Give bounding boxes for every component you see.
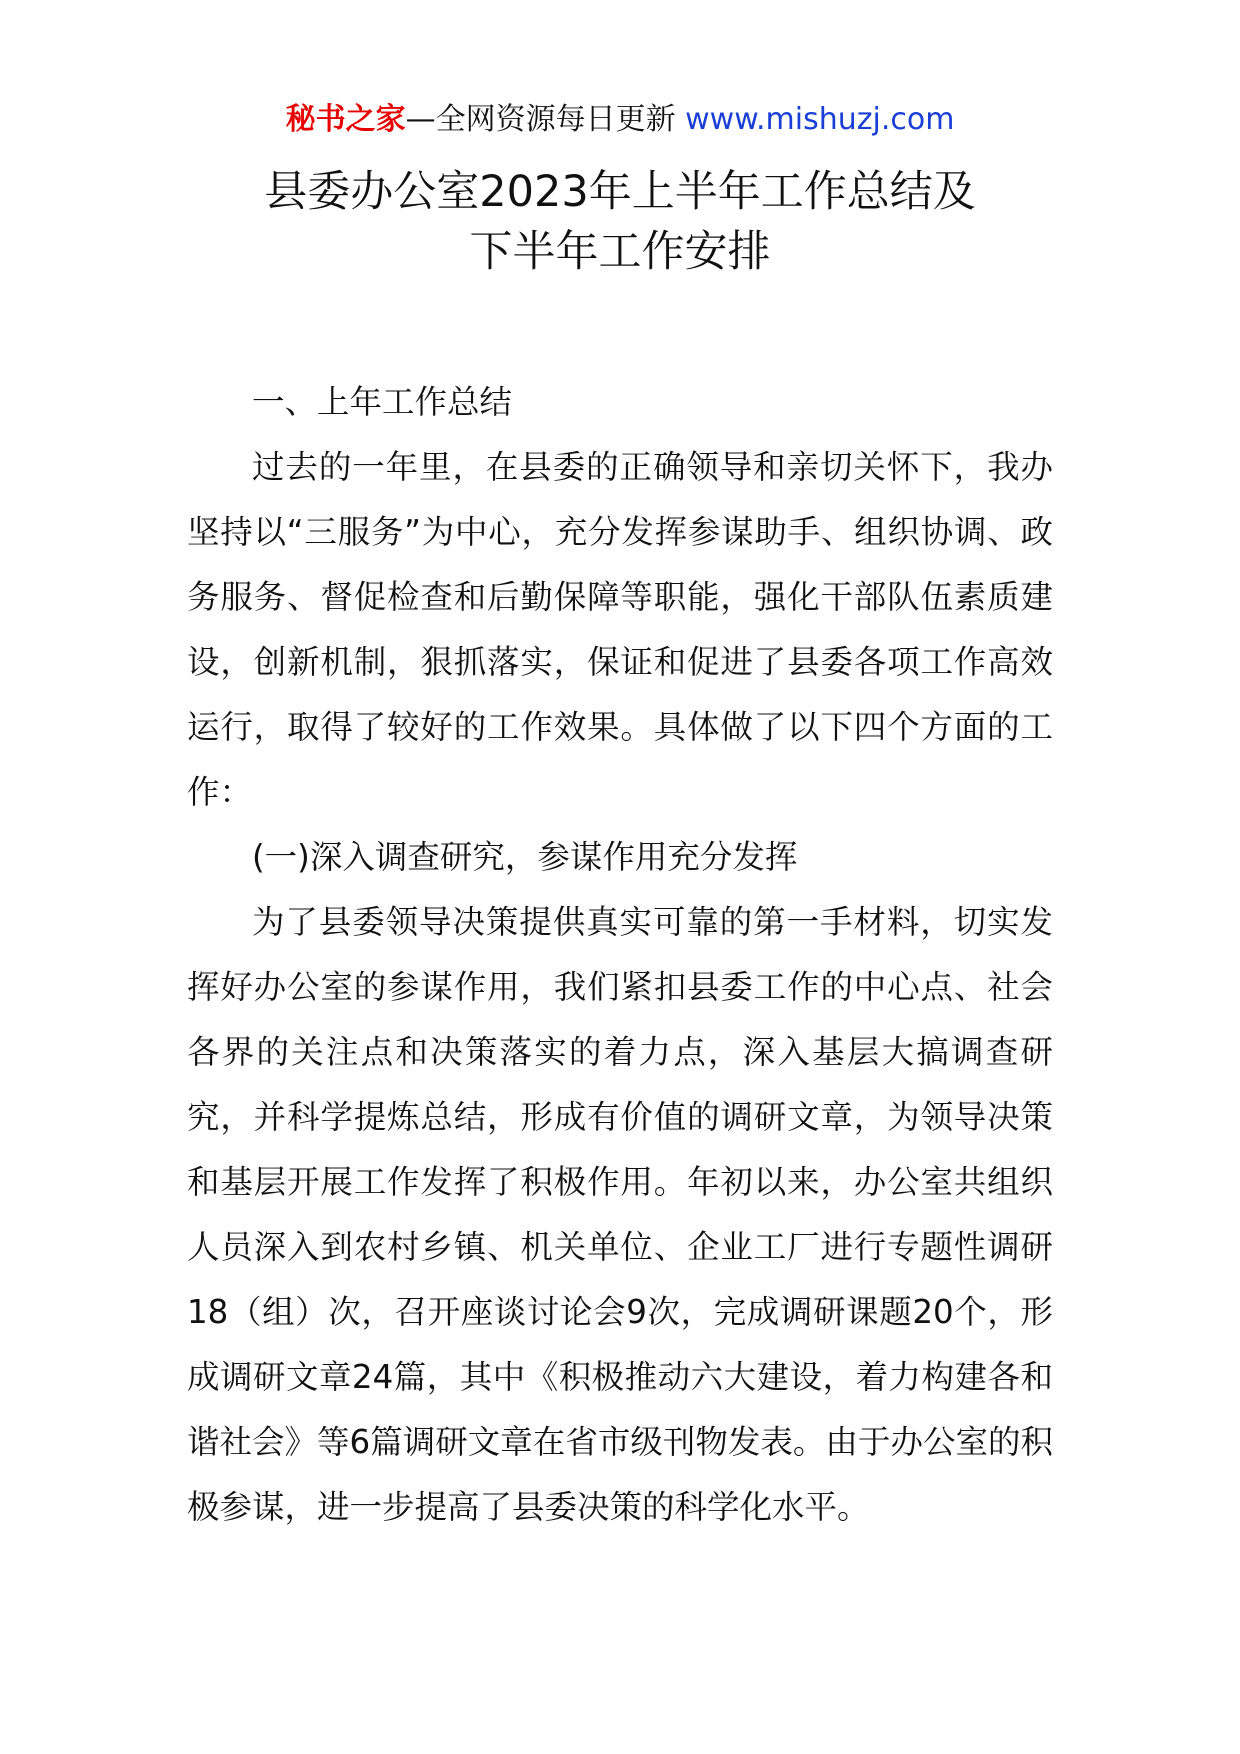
section-heading: 一、上年工作总结	[252, 383, 513, 421]
document-title	[0, 162, 1240, 282]
document-body	[187, 370, 1053, 1540]
paragraph: 为了县委领导决策提供真实可靠的第一手材料，切实发挥好办公室的参谋作用，我们紧扣县委工作的中心点、社会各界的关注点和决策落实的着力点，深入基层大搞调查研究，并科学提炼总结，形成有价值的调研文章，为领导决策和基层开展工作发挥了积极作用。年初以来，办公室共组织人员深入到农村乡镇、机关单位、企业工厂进行专题性调研18（组）次，召开座谈讨论会9次，完成调研课题20个，形成调研文章24篇，其中《积极推动六大建设，着力构建各和谐社会》等6篇调研文章在省市级刊物发表。由于办公室的积极参谋，进一步提高了县委决策的科学化水平。	[187, 903, 1053, 1526]
site-url-link[interactable]: www.mishuzj.com	[685, 102, 955, 137]
subsection-heading: (一)深入调查研究，参谋作用充分发挥	[252, 838, 798, 876]
site-header	[0, 100, 1240, 140]
title-line-1: 县委办公室2023年上半年工作总结及	[264, 167, 976, 217]
site-slogan: —全网资源每日更新	[405, 102, 676, 137]
brand-name: 秘书之家	[285, 102, 406, 137]
title-line-2: 下半年工作安排	[469, 227, 771, 277]
paragraph: 过去的一年里，在县委的正确领导和亲切关怀下，我办坚持以“三服务”为中心，充分发挥参谋助手、组织协调、政务服务、督促检查和后勤保障等职能，强化干部队伍素质建设，创新机制，狠抓落实，保证和促进了县委各项工作高效运行，取得了较好的工作效果。具体做了以下四个方面的工作：	[187, 448, 1053, 811]
